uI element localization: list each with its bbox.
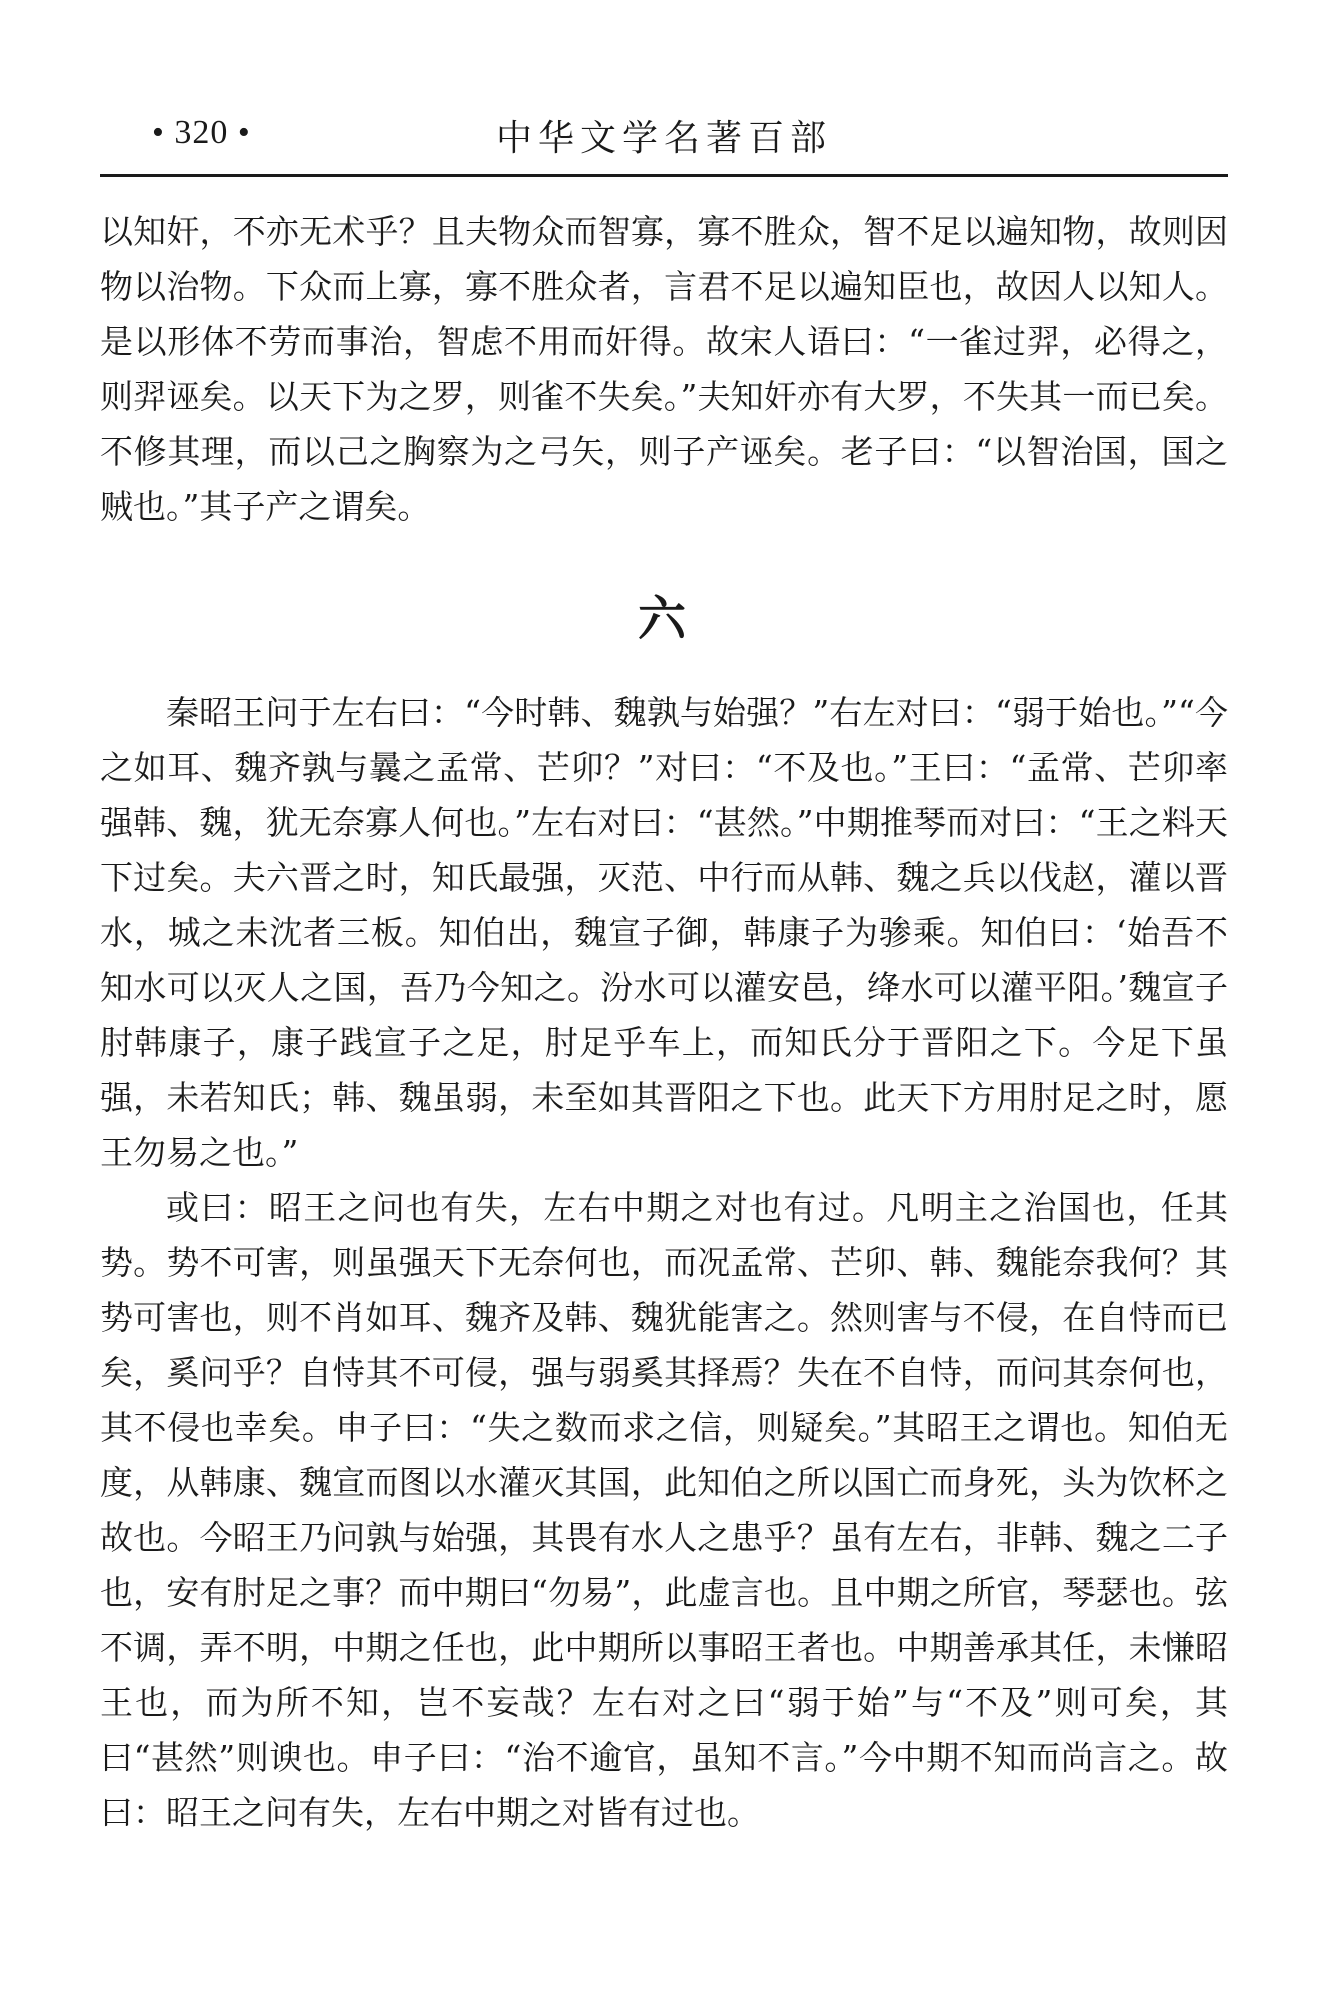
section-body xyxy=(100,685,1228,1840)
intro-paragraph-block xyxy=(100,204,1228,534)
page-header xyxy=(100,108,1228,177)
page-number: • 320 • xyxy=(152,114,251,151)
section-heading: 六 xyxy=(637,591,686,647)
book-title: 中华文学名著百部 xyxy=(495,118,832,159)
intro-paragraph: 以知奸，不亦无术乎？且夫物众而智寡，寡不胜众，智不足以遍知物，故则因物以治物。下众而上寡，寡不胜众者，言君不足以遍知臣也，故因人以知人。是以形体不劳而事治，智虑不用而奸得。故宋人语曰：“一雀过羿，必得之，则羿诬矣。以天下为之罗，则雀不失矣。”夫知奸亦有大罗，不失其一而已矣。不修其理，而以己之胸察为之弓矢，则子产诬矣。老子曰：“以智治国，国之贼也。”其子产之谓矣。 xyxy=(100,212,1228,526)
section-paragraph-1: 秦昭王问于左右曰：“今时韩、魏孰与始强？”右左对曰：“弱于始也。”“今之如耳、魏齐孰与曩之孟常、芒卯？”对曰：“不及也。”王曰：“孟常、芒卯率强韩、魏，犹无奈寡人何也。”左右对曰：“甚然。”中期推琴而对曰：“王之料天下过矣。夫六晋之时，知氏最强，灭范、中行而从韩、魏之兵以伐赵，灌以晋水，城之未沈者三板。知伯出，魏宣子御，韩康子为骖乘。知伯曰：‘始吾不知水可以灭人之国，吾乃今知之。汾水可以灌安邑，绛水可以灌平阳。’魏宣子肘韩康子，康子践宣子之足，肘足乎车上，而知氏分于晋阳之下。今足下虽强，未若知氏；韩、魏虽弱，未至如其晋阳之下也。此天下方用肘足之时，愿王勿易之也。” xyxy=(100,693,1228,1172)
section-paragraph-2: 或曰：昭王之问也有失，左右中期之对也有过。凡明主之治国也，任其势。势不可害，则虽强天下无奈何也，而况孟常、芒卯、韩、魏能奈我何？其势可害也，则不肖如耳、魏齐及韩、魏犹能害之。然则害与不侵，在自恃而已矣，奚问乎？自恃其不可侵，强与弱奚其择焉？失在不自恃，而问其奈何也，其不侵也幸矣。申子曰：“失之数而求之信，则疑矣。”其昭王之谓也。知伯无度，从韩康、魏宣而图以水灌灭其国，此知伯之所以国亡而身死，头为饮杯之故也。今昭王乃问孰与始强，其畏有水人之患乎？虽有左右，非韩、魏之二子也，安有肘足之事？而中期曰“勿易”，此虚言也。且中期之所官，琴瑟也。弦不调，弄不明，中期之任也，此中期所以事昭王者也。中期善承其任，未慊昭王也，而为所不知，岂不妄哉？左右对之曰“弱于始”与“不及”则可矣，其曰“甚然”则谀也。申子曰：“治不逾官，虽知不言。”今中期不知而尚言之。故曰：昭王之问有失，左右中期之对皆有过也。 xyxy=(100,1188,1228,1832)
